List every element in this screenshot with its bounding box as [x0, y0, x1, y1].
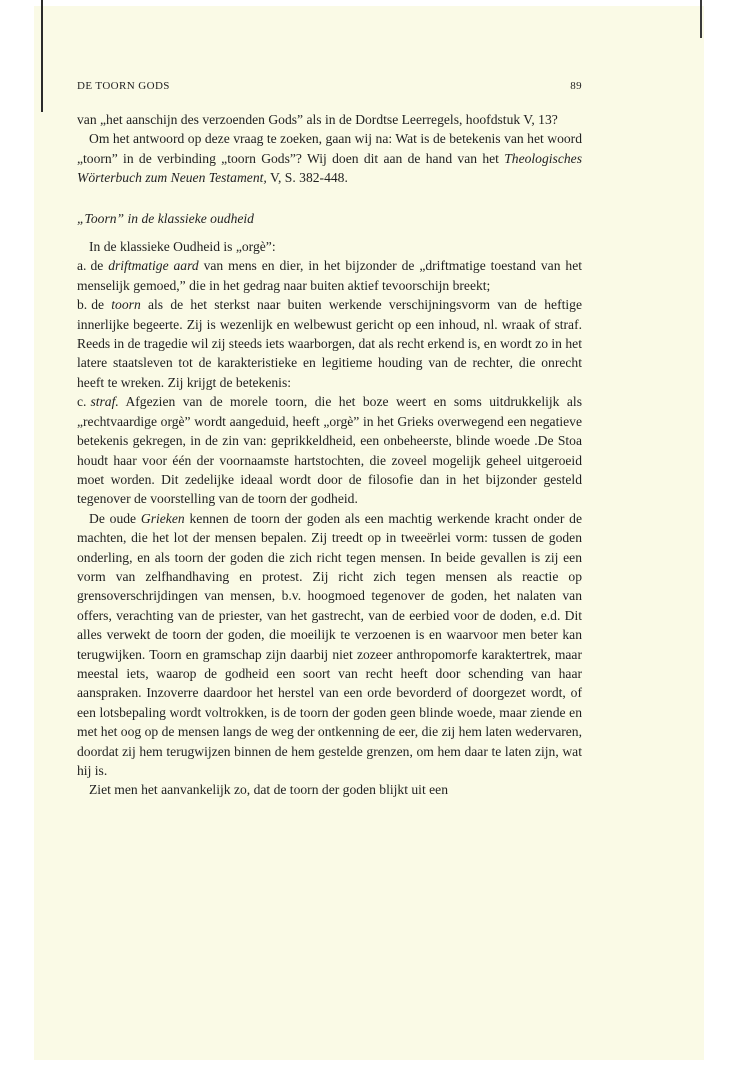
paragraph-3: In de klassieke Oudheid is „orgè”: — [89, 239, 276, 255]
paragraph-1: van „het aanschijn des verzoenden Gods” als in de Dordtse Leerregels, hoofdstuk V, 13? — [77, 112, 558, 127]
list-item-c: c. straf. Afgezien van de morele toorn, die het boze weert en soms uitdrukkelijk als „rechtvaardige orgè” wordt aangeduid, heeft „orgè” in het Grieks overwegend een negatieve betekenis gekregen, in de zin van: geprikkeldheid, een onbeheerste, blinde woede .De Stoa houdt haar voor één der voornaamste hartstochten, die zoveel mogelijk geheel uitgeroeid moet worden. Dit zedelijke ideaal wordt door de filosofie dan in het bijzonder gesteld tegenover de voorstelling van de toorn der godheid. — [77, 394, 582, 507]
page-edge-line — [700, 0, 702, 38]
page-spine-line — [41, 0, 43, 112]
section-heading: „Toorn” in de klassieke oudheid — [77, 210, 254, 226]
paragraph-2: Om het antwoord op deze vraag te zoeken, gaan wij na: Wat is de betekenis van het woord „toorn” in de verbinding „toorn Gods”? Wij doen dit aan de hand van het Theologisches Wörterbuch zum Neuen Testament, V, S. 382-448. — [77, 131, 582, 186]
running-header — [77, 80, 582, 92]
book-title: Theologisches Wörterbuch zum Neuen Testament, — [77, 150, 582, 186]
header-title: DE TOORN GODS — [77, 80, 170, 92]
list-item-a: a. de driftmatige aard van mens en dier, in het bijzonder de „driftmatige toestand van het menselijk gemoed,” die in het gedrag naar buiten aktief tevoorschijn breekt; — [77, 258, 583, 293]
body-text — [77, 110, 582, 800]
page-number: 89 — [570, 80, 582, 92]
paragraph-4: De oude Grieken kennen de toorn der goden als een machtig werkende kracht onder de machten, die het lot der mensen bepalen. Zij treedt op in tweeërlei vorm: tussen de goden onderling, en als toorn der goden die zich richt tegen mensen. In beide gevallen is zij een vorm van zelfhandhaving en protest. Zij richt zich tegen mensen als reactie op grensoverschrijdingen van mensen, b.v. hoogmoed tegenover de goden, het nalaten van offers, verachting van de priester, van het gastrecht, van de eerbied voor de doden, e.d. Dit alles verwekt de toorn der goden, die moeilijk te verzoenen is en waarvoor men beter kan terugwijken. Toorn en gramschap zijn daarbij niet zozeer anthropomorfe karaktertrek, maar meestal iets, waarop de godheid een soort van recht heeft door schending van haar aanspraken. Inzoverre daardoor het herstel van een orde bevorderd of doorgezet wordt, of een lotsbepaling wordt voltrokken, is de toorn der goden geen blinde woede, maar ziende en met het oog op de mensen langs de weg der ontkenning de eer, die zij hem laten wedervaren, doordat zij hem terugwijzen binnen de hem gestelde grenzen, om hem daar te laten zijn, wat hij is. — [77, 510, 582, 778]
paragraph-5: Ziet men het aanvankelijk zo, dat de toorn der goden blijkt uit een — [89, 782, 448, 798]
list-item-b: b. de toorn als de het sterkst naar buiten werkende verschijningsvorm van de heftige innerlijke begeerte. Zij is wezenlijk en welbewust gericht op een inhoud, nl. wraak of straf. Reeds in de tragedie wil zij steeds iets waarborgen, dat als recht erkend is, en wordt zo in het latere staatsleven tot de karakteristieke en legitieme houding van de rechter, die onrecht heeft te wreken. Zij krijgt de betekenis: — [77, 297, 583, 390]
